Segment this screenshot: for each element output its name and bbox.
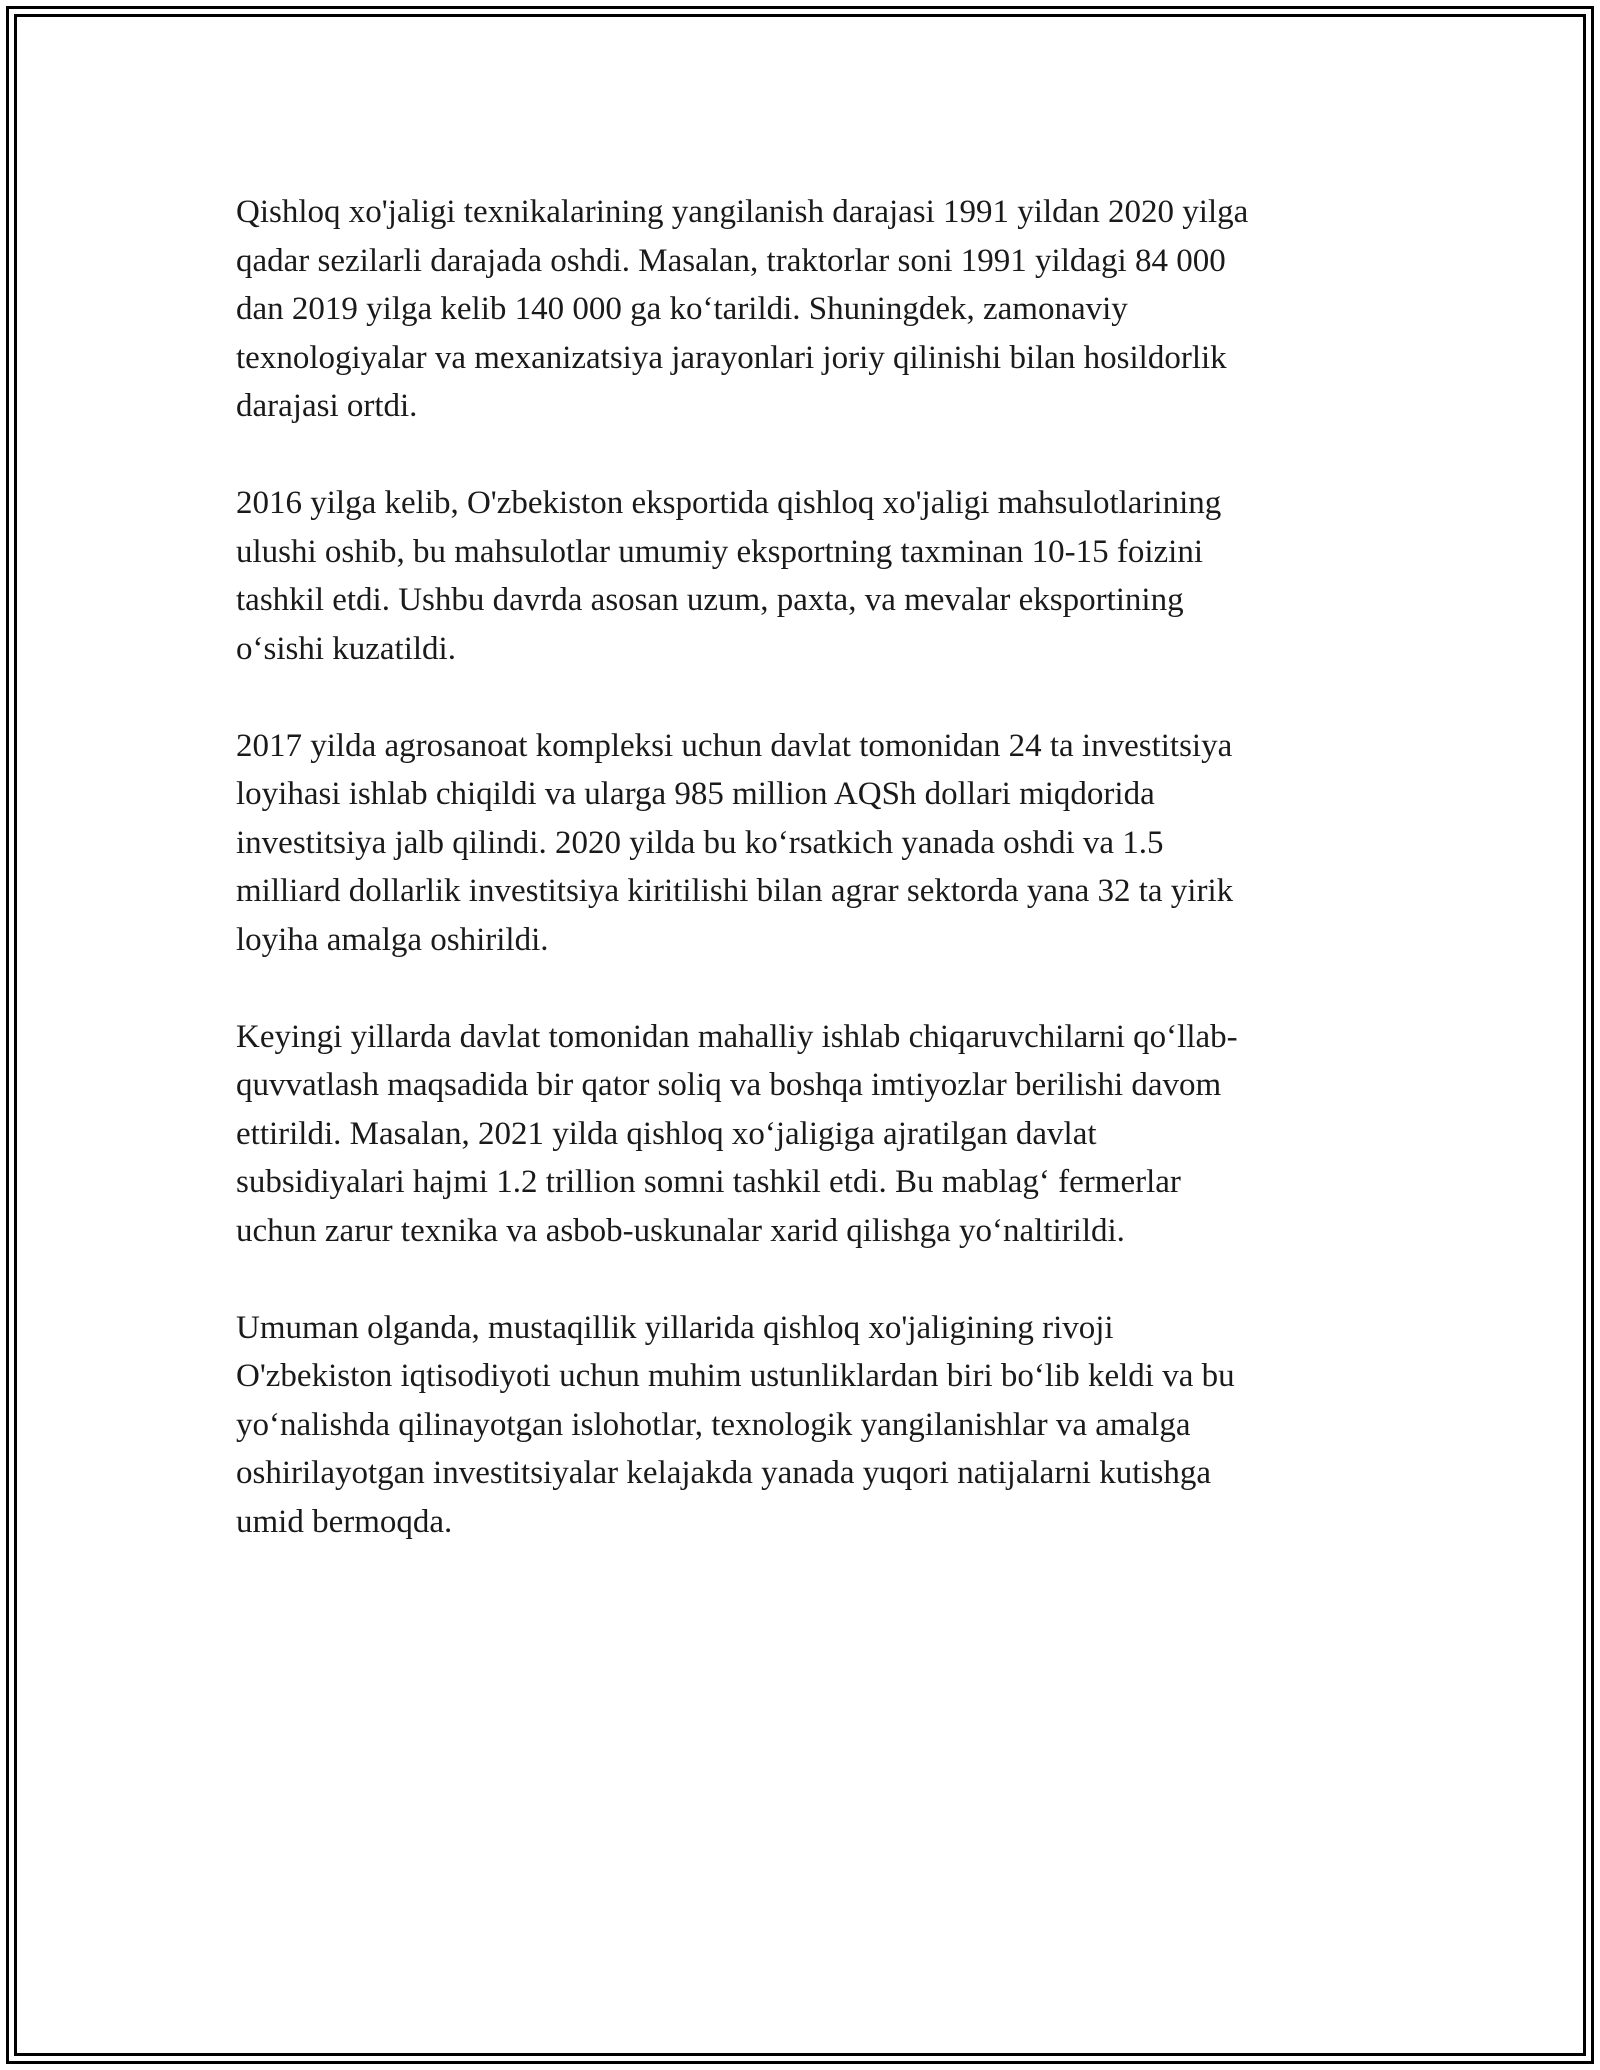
paragraph-tractors: Qishloq xo'jaligi texnikalarining yangilanish darajasi 1991 yildan 2020 yilga qadar sezilarli darajada oshdi. Masalan, traktorlar soni 1991 yildagi 84 000 dan 2019 yilga kelib 140 000 ga ko‘tarildi. Shuningdek, zamonaviy texnologiyalar va mexanizatsiya jarayonlari joriy qilinishi bilan hosildorlik darajasi ortdi. — [236, 194, 1249, 424]
document-body — [236, 188, 1354, 1595]
paragraph-investments: 2017 yilda agrosanoat kompleksi uchun davlat tomonidan 24 ta investitsiya loyihasi ishlab chiqildi va ularga 985 million AQSh dollari miqdorida investitsiya jalb qilindi. 2020 yilda bu ko‘rsatkich yanada oshdi va 1.5 milliard dollarlik investitsiya kiritilishi bilan agrar sektorda yana 32 ta yirik loyiha amalga oshirildi. — [236, 727, 1234, 958]
paragraph-conclusion: Umuman olganda, mustaqillik yillarida qishloq xo'jaligining rivoji O'zbekiston iqtisodiyoti uchun muhim ustunliklardan biri bo‘lib keldi va bu yo‘nalishda qilinayotgan islohotlar, texnologik yangilanishlar va amalga oshirilayotgan investitsiyalar kelajakda yanada yuqori natijalarni kutishga umid bermoqda. — [236, 1309, 1235, 1540]
paragraph-exports: 2016 yilga kelib, O'zbekiston eksportida qishloq xo'jaligi mahsulotlarining ulushi oshib, bu mahsulotlar umumiy eksportning taxminan 10-15 foizini tashkil etdi. Ushbu davrda asosan uzum, paxta, va mevalar eksportining o‘sishi kuzatildi. — [236, 485, 1222, 667]
paragraph-subsidies: Keyingi yillarda davlat tomonidan mahalliy ishlab chiqaruvchilarni qo‘llab- quvvatlash maqsadida bir qator soliq va boshqa imtiyozlar berilishi davom ettirildi. Masalan, 2021 yilda qishloq xo‘jaligiga ajratilgan davlat subsidiyalari hajmi 1.2 trillion somni tashkil etdi. Bu mablag‘ fermerlar uchun zarur texnika va asbob-uskunalar xarid qilishga yo‘naltirildi. — [236, 1018, 1238, 1249]
